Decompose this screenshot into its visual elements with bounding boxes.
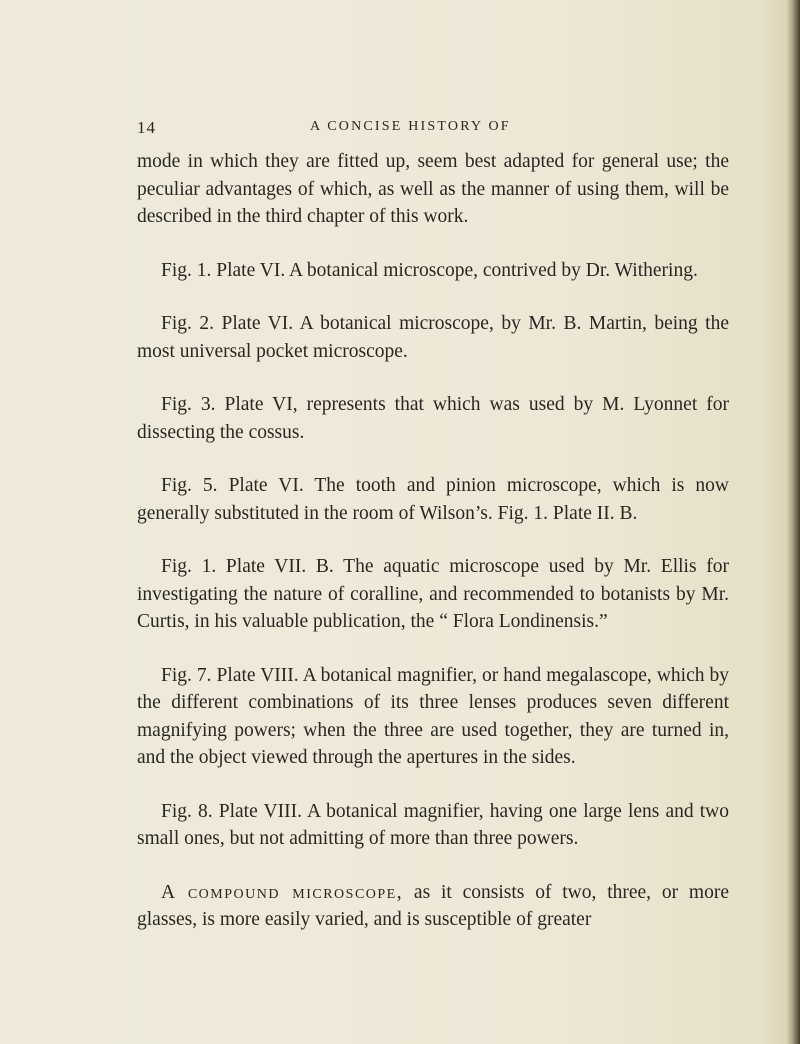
compound-microscope-text: as it consists of two, three, or more glasses, is more easily varied, and is susceptible of greater	[137, 881, 729, 930]
paragraph-fig-7-plate-viii: Fig. 7. Plate VIII. A botanical magnifier, or hand megalascope, which by the different combinations of its three lenses produces seven different magnifying powers; when the three are used together, they are turned in, and the object viewed through the apertures in the sides.	[137, 664, 729, 768]
page-number: 14	[137, 118, 156, 137]
body-text	[137, 148, 729, 960]
paragraph-fig-5-plate-vi: Fig. 5. Plate VI. The tooth and pinion microscope, which is now generally substituted in the room of Wilson’s. Fig. 1. Plate II. B.	[137, 475, 729, 524]
paragraph-fig-1-plate-vii: Fig. 1. Plate VII. B. The aquatic microscope used by Mr. Ellis for investigating the nature of coralline, and recommended to botanists by Mr. Curtis, in his valuable publication, the “ Flora Londinensis.”	[137, 556, 729, 632]
paragraph-intro: mode in which they are fitted up, seem best adapted for general use; the peculiar advantages of which, as well as the manner of using them, will be described in the third chapter of this work.	[137, 151, 729, 227]
paragraph-fig-8-plate-viii: Fig. 8. Plate VIII. A botanical magnifier, having one large lens and two small ones, but not admitting of more than three powers.	[137, 800, 729, 849]
compound-microscope-lead: A compound microscope,	[161, 881, 404, 903]
paragraph-compound-microscope	[137, 879, 729, 934]
paragraph-fig-3-plate-vi: Fig. 3. Plate VI, represents that which was used by M. Lyonnet for dissecting the cossus.	[137, 394, 729, 443]
running-head-title: A CONCISE HISTORY OF	[310, 119, 511, 134]
running-head	[0, 118, 800, 142]
paragraph-fig-2-plate-vi: Fig. 2. Plate VI. A botanical microscope, by Mr. B. Martin, being the most universal pocket microscope.	[137, 313, 729, 362]
page-edge-shadow	[786, 0, 800, 1044]
paragraph-fig-1-plate-vi: Fig. 1. Plate VI. A botanical microscope, contrived by Dr. Withering.	[161, 259, 698, 281]
